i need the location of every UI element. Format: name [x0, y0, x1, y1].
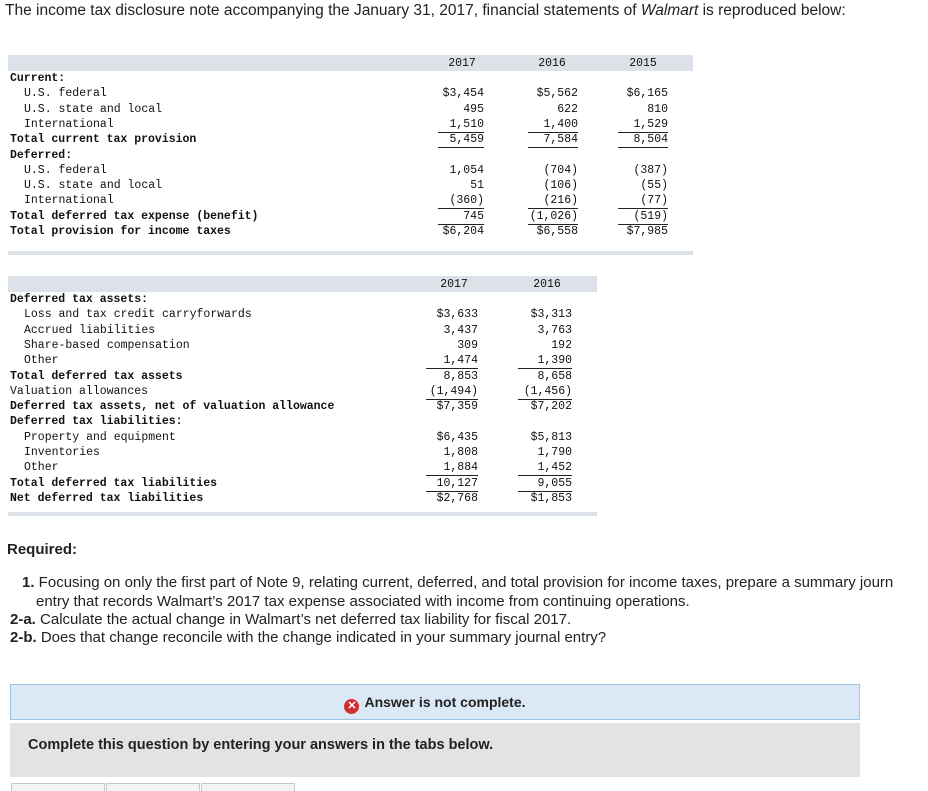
- cell-value: (1,494): [426, 384, 478, 400]
- cell-value: (1,456): [518, 384, 572, 400]
- intro-company: Walmart: [640, 2, 699, 19]
- income-tax-provision-table: [8, 55, 696, 255]
- row-label: Deferred:: [10, 148, 73, 162]
- deferred-tax-table: [8, 276, 600, 518]
- cell-value: $3,633: [436, 308, 478, 322]
- cell-value: 1,808: [443, 446, 478, 459]
- cell-value: 3,437: [443, 323, 478, 337]
- cell-value: 810: [647, 102, 668, 116]
- footer-band: [8, 251, 693, 255]
- cell-value: 1,400: [528, 117, 578, 133]
- question-2b: 2-b. Does that change reconcile with the change indicated in your summary journal entry?: [10, 629, 607, 646]
- cell-value: 1,790: [537, 446, 572, 459]
- cell-value: 1,529: [618, 117, 668, 133]
- question-2a: 2-a. Calculate the actual change in Walmart’s net deferred tax liability for fiscal 2017.: [10, 611, 572, 628]
- cell-value: 8,504: [618, 132, 668, 148]
- col-header-2015: 2015: [629, 57, 657, 70]
- header-band: [8, 276, 597, 292]
- cell-value: 7,584: [528, 132, 578, 148]
- cell-value: 3,763: [537, 323, 572, 337]
- row-label: Current:: [10, 72, 66, 85]
- cell-value: (1,026): [529, 209, 578, 223]
- col-header-2016: 2016: [538, 57, 566, 70]
- row-label: Total deferred tax liabilities: [10, 476, 218, 490]
- cell-value: $5,562: [536, 87, 578, 101]
- cell-value: $7,985: [626, 225, 668, 238]
- row-label: Valuation allowances: [10, 384, 149, 398]
- cell-value: $3,454: [442, 87, 484, 101]
- cell-value: $1,853: [530, 491, 572, 505]
- question-1: 1. Focusing on only the first part of Note 9, relating current, deferred, and total provision for income taxes, prepare a summary journ: [22, 574, 894, 591]
- tabs-instruction: Complete this question by entering your answers in the tabs below.: [28, 737, 494, 753]
- question-1-cont: entry that records Walmart’s 2017 tax expense associated with income from continuing operations.: [36, 593, 690, 610]
- cell-value: 10,127: [426, 476, 478, 492]
- cell-value: (55): [640, 179, 668, 193]
- intro-before: The income tax disclosure note accompanying the January 31, 2017, financial statements of: [5, 2, 641, 19]
- cell-value: $6,204: [442, 225, 484, 238]
- cell-value: $3,313: [530, 308, 572, 322]
- row-label: International: [24, 117, 114, 131]
- row-label: Total deferred tax assets: [10, 369, 183, 383]
- cell-value: $2,768: [436, 491, 478, 505]
- cell-value: 745: [438, 209, 484, 225]
- cell-value: $7,359: [436, 400, 478, 414]
- row-label: International: [24, 194, 114, 208]
- cell-value: 1,390: [518, 353, 572, 369]
- row-label: Deferred tax assets:: [10, 293, 149, 306]
- cell-value: (216): [528, 193, 578, 209]
- required-heading: Required:: [7, 541, 78, 558]
- cell-value: 5,459: [438, 132, 484, 148]
- row-label: Other: [24, 354, 59, 368]
- row-label: Share-based compensation: [24, 338, 190, 352]
- header-band: [8, 55, 693, 71]
- intro-text: [5, 2, 846, 20]
- row-label: Accrued liabilities: [24, 323, 156, 337]
- x-circle-icon: ✕: [344, 699, 359, 714]
- cell-value: $6,435: [436, 430, 478, 444]
- cell-value: 1,474: [426, 353, 478, 369]
- tabs-panel: [10, 723, 860, 777]
- row-label: Total provision for income taxes: [10, 225, 231, 238]
- col-header-2017: 2017: [440, 278, 468, 291]
- row-label: Net deferred tax liabilities: [10, 491, 204, 505]
- cell-value: 1,510: [438, 117, 484, 133]
- answer-status-bar: [10, 684, 860, 720]
- cell-value: $7,202: [530, 400, 572, 414]
- row-label: Inventories: [24, 446, 100, 459]
- row-label: Loss and tax credit carryforwards: [24, 308, 252, 322]
- cell-value: $5,813: [530, 430, 572, 444]
- cell-value: 1,054: [449, 163, 484, 177]
- cell-value: (704): [543, 163, 578, 177]
- row-label: U.S. federal: [24, 163, 107, 177]
- cell-value: (360): [438, 193, 484, 209]
- cell-value: 51: [470, 179, 484, 193]
- row-label: U.S. state and local: [24, 102, 163, 116]
- cell-value: 309: [457, 338, 478, 352]
- cell-value: 8,853: [443, 369, 478, 383]
- answer-status-text: Answer is not complete.: [364, 694, 526, 710]
- intro-after: is reproduced below:: [698, 2, 846, 19]
- cell-value: $6,558: [536, 225, 578, 238]
- cell-value: $6,165: [626, 87, 668, 101]
- cell-value: 495: [463, 102, 484, 116]
- row-label: Property and equipment: [24, 430, 176, 444]
- col-header-2017: 2017: [448, 57, 476, 70]
- cell-value: 9,055: [518, 476, 572, 492]
- row-label: Total deferred tax expense (benefit): [10, 209, 259, 223]
- cell-value: (519): [618, 209, 668, 225]
- row-label: Total current tax provision: [10, 133, 197, 147]
- cell-value: 8,658: [537, 369, 572, 383]
- row-label: Deferred tax assets, net of valuation allowance: [10, 400, 335, 414]
- row-label: Deferred tax liabilities:: [10, 415, 183, 429]
- footer-band: [8, 512, 597, 516]
- row-label: U.S. federal: [24, 87, 107, 101]
- cell-value: 622: [557, 102, 578, 116]
- row-label: U.S. state and local: [24, 179, 163, 193]
- cell-value: (387): [633, 163, 668, 177]
- row-label: Other: [24, 461, 59, 475]
- cell-value: (77): [618, 193, 668, 209]
- cell-value: 1,884: [426, 460, 478, 476]
- cell-value: (106): [543, 179, 578, 193]
- cell-value: 192: [551, 338, 572, 352]
- cell-value: 1,452: [518, 460, 572, 476]
- col-header-2016: 2016: [533, 278, 561, 291]
